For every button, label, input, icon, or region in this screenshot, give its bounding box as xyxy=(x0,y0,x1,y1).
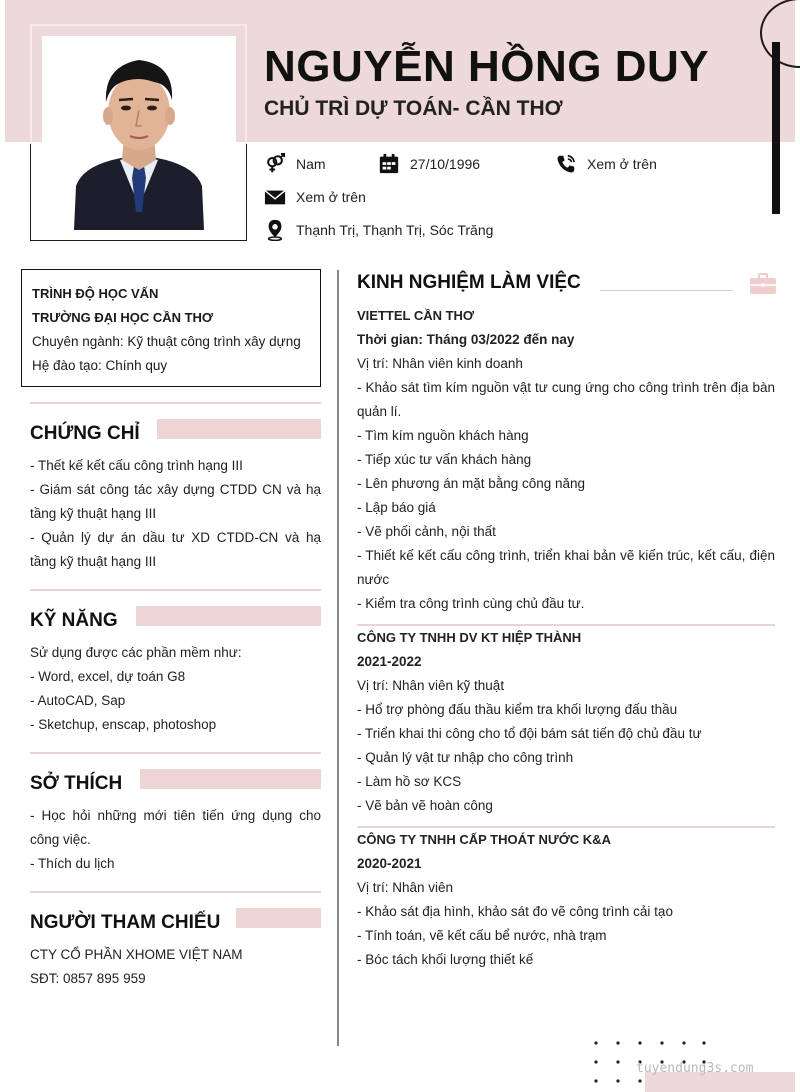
skills-list xyxy=(30,641,321,737)
job-entry xyxy=(357,304,775,616)
section-accent-bar xyxy=(157,419,321,439)
job-line: - Lập báo giá xyxy=(357,500,436,515)
job-line: - Quản lý vật tư nhập cho công trình xyxy=(357,750,574,765)
info-email xyxy=(264,186,366,208)
job-line: - Khảo sát địa hình, khảo sát đo vẽ công trình cải tạo xyxy=(357,904,673,919)
watermark: tuyendung3s.com xyxy=(636,1061,754,1076)
education-box xyxy=(21,269,321,387)
profile-photo xyxy=(42,36,236,230)
education-title: TRÌNH ĐỘ HỌC VẤN xyxy=(32,286,159,301)
birthday-value: 27/10/1996 xyxy=(410,156,481,172)
phone-icon xyxy=(555,153,577,175)
job-line: Vị trí: Nhân viên xyxy=(357,880,454,895)
job-line: - Vẽ bản vẽ hoàn công xyxy=(357,798,493,813)
envelope-icon xyxy=(264,186,286,208)
gender-value: Nam xyxy=(296,156,326,172)
job-line: - Bóc tách khối lượng thiết kế xyxy=(357,952,534,967)
email-value: Xem ở trên xyxy=(296,189,366,205)
location-pin-icon xyxy=(264,219,286,241)
job-company: VIETTEL CẦN THƠ xyxy=(357,308,475,323)
job-line: - Tính toán, vẽ kết cấu bể nước, nhà trạm xyxy=(357,928,607,943)
experience-title: KINH NGHIỆM LÀM VIỆC xyxy=(357,272,581,293)
job-line: - Triển khai thi công cho tổ đội bám sát tiến độ chủ đầu tư xyxy=(357,726,702,741)
list-item: Sử dụng được các phần mềm như: xyxy=(30,645,242,660)
job-entry xyxy=(357,828,775,972)
list-item: - Thết kế kết cấu công trình hạng III xyxy=(30,458,243,473)
info-gender xyxy=(264,153,326,175)
experience-title-line xyxy=(600,290,733,291)
list-item: - AutoCAD, Sap xyxy=(30,693,126,708)
job-period: Thời gian: Tháng 03/2022 đến nay xyxy=(357,332,575,347)
job-line: - Hổ trợ phòng đấu thầu kiểm tra khối lượng đấu thầu xyxy=(357,702,678,717)
education-school: TRƯỜNG ĐẠI HỌC CẦN THƠ xyxy=(32,310,214,325)
calendar-icon xyxy=(378,153,400,175)
section-separator xyxy=(30,589,321,591)
job-period: 2021-2022 xyxy=(357,654,422,669)
list-item: SĐT: 0857 895 959 xyxy=(30,971,146,986)
info-birthday xyxy=(378,153,480,175)
job-company: CÔNG TY TNHH CẤP THOÁT NƯỚC K&A xyxy=(357,832,611,847)
job-line: - Kiểm tra công trình cùng chủ đầu tư. xyxy=(357,596,585,611)
section-accent-bar xyxy=(236,908,321,928)
column-divider xyxy=(337,270,339,1046)
address-value: Thạnh Trị, Thạnh Trị, Sóc Trăng xyxy=(296,222,494,238)
list-item: - Học hỏi những mới tiên tiến ứng dụng cho công việc. xyxy=(30,808,321,847)
section-accent-bar xyxy=(136,606,321,626)
certificates-list xyxy=(30,454,321,574)
job-line: - Thiết kế kết cấu công trình, triển khai bản vẽ kiến trúc, kết cấu, điện nước xyxy=(357,548,775,587)
candidate-name: NGUYỄN HỒNG DUY xyxy=(264,42,710,91)
decorative-bar xyxy=(772,42,780,214)
list-item: - Giám sát công tác xây dựng CTDD CN và hạ tầng kỹ thuật hạng III xyxy=(30,482,321,521)
job-company: CÔNG TY TNHH DV KT HIỆP THÀNH xyxy=(357,630,582,645)
reference-title: NGƯỜI THAM CHIẾU xyxy=(30,912,221,933)
education-mode: Hệ đào tạo: Chính quy xyxy=(32,358,168,373)
job-entry xyxy=(357,626,775,818)
job-line: - Tìm kím nguồn khách hàng xyxy=(357,428,529,443)
list-item: CTY CỔ PHẦN XHOME VIỆT NAM xyxy=(30,947,243,962)
section-separator xyxy=(30,402,321,404)
skills-title: KỸ NĂNG xyxy=(30,610,118,631)
education-major: Chuyên ngành: Kỹ thuật công trình xây dựng xyxy=(32,334,301,349)
list-item: - Sketchup, enscap, photoshop xyxy=(30,717,217,732)
job-title: CHỦ TRÌ DỰ TOÁN- CẦN THƠ xyxy=(264,97,563,120)
job-period: 2020-2021 xyxy=(357,856,422,871)
certificates-title: CHỨNG CHỈ xyxy=(30,423,140,444)
section-accent-bar xyxy=(140,769,321,789)
phone-value: Xem ở trên xyxy=(587,156,657,172)
info-address xyxy=(264,219,493,241)
list-item: - Quản lý dự án dầu tư XD CTDD-CN và hạ tầng kỹ thuật hạng III xyxy=(30,530,321,569)
briefcase-icon xyxy=(749,273,777,295)
reference-list xyxy=(30,943,321,991)
hobbies-list xyxy=(30,804,321,876)
job-line: - Lên phương án mặt bằng công năng xyxy=(357,476,586,491)
list-item: - Word, excel, dự toán G8 xyxy=(30,669,186,684)
section-separator xyxy=(30,891,321,893)
hobbies-title: SỞ THÍCH xyxy=(30,773,123,794)
job-line: - Vẽ phối cảnh, nội thất xyxy=(357,524,496,539)
job-line: - Tiếp xúc tư vấn khách hàng xyxy=(357,452,532,467)
list-item: - Thích du lịch xyxy=(30,856,115,871)
section-separator xyxy=(30,752,321,754)
job-line: Vị trí: Nhân viên kỹ thuật xyxy=(357,678,505,693)
job-line: - Làm hồ sơ KCS xyxy=(357,774,462,789)
job-line: Vị trí: Nhân viên kinh doanh xyxy=(357,356,523,371)
gender-icon xyxy=(264,153,286,175)
info-phone xyxy=(555,153,657,175)
job-line: - Khảo sát tìm kím nguồn vật tư cung ứng cho công trình trên địa bàn quản lí. xyxy=(357,380,775,419)
